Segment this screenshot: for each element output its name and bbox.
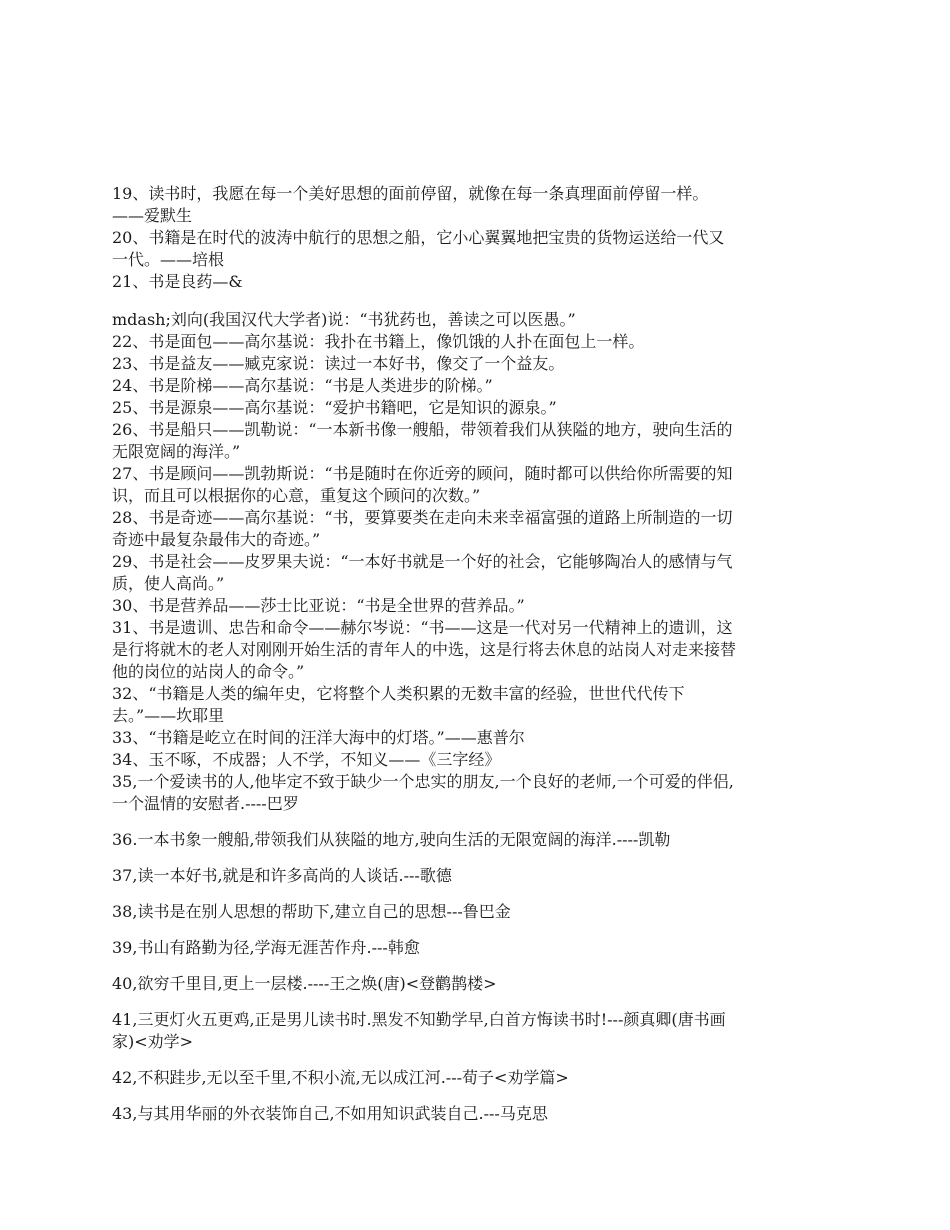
- text-line: 28、书是奇迹——高尔基说：“书，要算要类在走向未来幸福富强的道路上所制造的一切: [112, 508, 733, 527]
- text-line: 29、书是社会——皮罗果夫说：“一本好书就是一个好的社会，它能够陶冶人的感情与气: [112, 552, 733, 571]
- text-line: 33、“书籍是屹立在时间的汪洋大海中的灯塔。”——惠普尔: [112, 728, 525, 747]
- paragraph-gap: [112, 815, 842, 829]
- text-line: 43,与其用华丽的外衣装饰自己,不如用知识武装自己.---马克思: [112, 1104, 548, 1123]
- text-line: 34、玉不啄，不成器；人不学，不知义——《三字经》: [112, 750, 501, 769]
- text-line: 奇迹中最复杂最伟大的奇迹。”: [112, 530, 321, 549]
- text-line: 质，使人高尚。”: [112, 574, 225, 593]
- text-line: 他的岗位的站岗人的命令。”: [112, 662, 305, 681]
- text-line: 25、书是源泉——高尔基说：“爱护书籍吧，它是知识的源泉。”: [112, 398, 557, 417]
- text-line: mdash;刘向(我国汉代大学者)说：“书犹药也，善读之可以医愚。”: [112, 310, 576, 329]
- line-gap: [112, 293, 842, 309]
- text-line: 31、书是遗训、忠告和命令——赫尔岑说：“书——这是一代对另一代精神上的遗训，这: [112, 618, 733, 637]
- text-line: 39,书山有路勤为径,学海无涯苦作舟.---韩愈: [112, 938, 420, 957]
- text-line: 无限宽阔的海洋。”: [112, 442, 241, 461]
- text-line: 42,不积跬步,无以至千里,不积小流,无以成江河.---荀子<劝学篇>: [112, 1068, 569, 1087]
- paragraph-gap: [112, 923, 842, 937]
- text-line: 22、书是面包——高尔基说：我扑在书籍上，像饥饿的人扑在面包上一样。: [112, 332, 645, 351]
- text-line: 38,读书是在别人思想的帮助下,建立自己的思想---鲁巴金: [112, 902, 511, 921]
- paragraph-gap: [112, 995, 842, 1009]
- text-line: 一个温情的安慰者.----巴罗: [112, 794, 299, 813]
- text-line: 是行将就木的老人对刚刚开始生活的青年人的中选，这是行将去休息的站岗人对走来接替: [112, 640, 737, 659]
- text-line: 37,读一本好书,就是和许多高尚的人谈话.---歌德: [112, 866, 452, 885]
- text-line: 识，而且可以根据你的心意，重复这个顾问的次数。”: [112, 486, 481, 505]
- paragraph-gap: [112, 1089, 842, 1103]
- text-line: 27、书是顾问——凯勃斯说：“书是随时在你近旁的顾问，随时都可以供给你所需要的知: [112, 464, 733, 483]
- paragraph-gap: [112, 1053, 842, 1067]
- text-line: ——爱默生: [112, 206, 193, 225]
- paragraph-gap: [112, 851, 842, 865]
- text-line: 35,一个爱读书的人,他毕定不致于缺少一个忠实的朋友,一个良好的老师,一个可爱的伴侣,: [112, 772, 734, 791]
- text-line: 26、书是船只——凯勒说：“一本新书像一艘船，带领着我们从狭隘的地方，驶向生活的: [112, 420, 733, 439]
- paragraph-gap: [112, 887, 842, 901]
- text-line: 32、“书籍是人类的编年史，它将整个人类积累的无数丰富的经验，世世代代传下: [112, 684, 685, 703]
- text-line: 20、书籍是在时代的波涛中航行的思想之船，它小心翼翼地把宝贵的货物运送给一代又: [112, 228, 725, 247]
- text-line: 41,三更灯火五更鸡,正是男儿读书时.黑发不知勤学早,白首方悔读书时!---颜真卿(唐书画: [112, 1010, 726, 1029]
- text-line: 23、书是益友——臧克家说：读过一本好书，像交了一个益友。: [112, 354, 565, 373]
- paragraph-gap: [112, 959, 842, 973]
- text-line: 一代。——培根: [112, 250, 225, 269]
- text-line: 21、书是良药—&: [112, 272, 243, 291]
- text-line: 30、书是营养品——莎士比亚说：“书是全世界的营养品。”: [112, 596, 525, 615]
- text-line: 家)<劝学>: [112, 1032, 194, 1051]
- text-line: 19、读书时，我愿在每一个美好思想的面前停留，就像在每一条真理面前停留一样。: [112, 184, 709, 203]
- text-line: 40,欲穷千里目,更上一层楼.----王之焕(唐)<登鹳鹊楼>: [112, 974, 497, 993]
- text-line: 24、书是阶梯——高尔基说：“书是人类进步的阶梯。”: [112, 376, 493, 395]
- text-line: 去。”——坎耶里: [112, 706, 225, 725]
- text-line: 36.一本书象一艘船,带领我们从狭隘的地方,驶向生活的无限宽阔的海洋.----凯勒: [112, 830, 671, 849]
- document-body: [112, 183, 842, 1125]
